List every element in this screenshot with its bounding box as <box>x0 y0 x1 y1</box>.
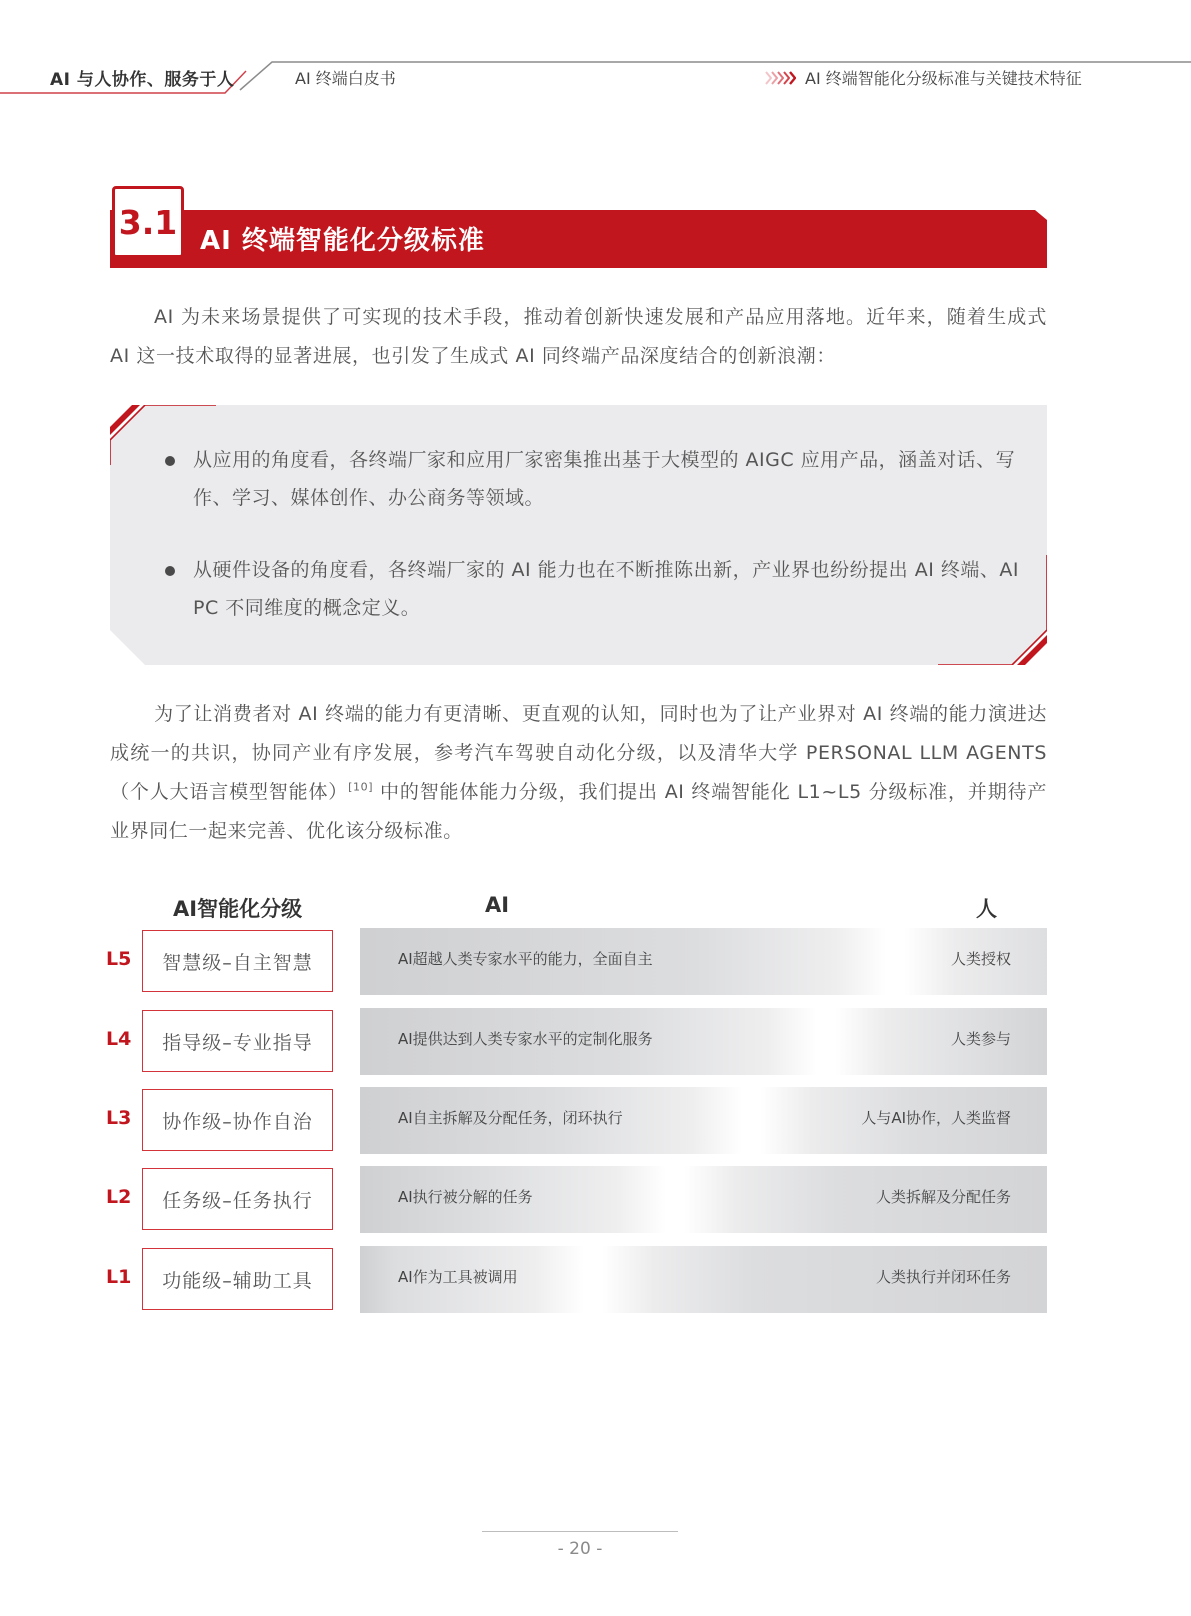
ai-human-share-bar <box>360 1166 1047 1233</box>
level-row-l5 <box>100 928 1060 996</box>
bullet-dot-icon <box>165 456 175 466</box>
section-number: 3.1 <box>118 202 178 242</box>
bullet-text: 从硬件设备的角度看，各终端厂家的 AI 能力也在不断推陈出新，产业界也纷纷提出 AI 终端、AI PC 不同维度的概念定义。 <box>193 559 1019 619</box>
bullet-text: 从应用的角度看，各终端厂家和应用厂家密集推出基于大模型的 AIGC 应用产品，涵盖对话、写作、学习、媒体创作、办公商务等领域。 <box>193 449 1016 509</box>
level-row-l2 <box>100 1166 1060 1234</box>
header-rule-lines <box>0 0 1191 110</box>
citation-ref[interactable]: [10] <box>348 780 374 794</box>
level-code: L2 <box>106 1186 132 1208</box>
footer-rule <box>482 1531 678 1532</box>
bullet-item <box>165 441 1025 517</box>
page-header <box>0 0 1191 110</box>
header-doc-title: AI 终端白皮书 <box>295 69 396 88</box>
level-code: L1 <box>106 1266 132 1288</box>
header-chapter-title: AI 终端智能化分级标准与关键技术特征 <box>805 69 1082 88</box>
callout-bullet-list <box>165 441 1025 661</box>
chevrons-icon <box>765 71 795 85</box>
section-number-box <box>112 186 184 258</box>
ai-role-text: AI提供达到人类专家水平的定制化服务 <box>398 1030 653 1048</box>
ai-human-share-bar <box>360 1087 1047 1154</box>
intro-text: AI 为未来场景提供了可实现的技术手段，推动着创新快速发展和产品应用落地。近年来，随着生成式 AI 这一技术取得的显著进展，也引发了生成式 AI 同终端产品深度结合的创新浪潮： <box>110 306 1047 367</box>
ai-role-text: AI作为工具被调用 <box>398 1268 518 1286</box>
body-text-part2: 中的智能体能力分级，我们提出 AI 终端智能化 L1~L5 分级标准，并期待产业界同仁一起来完善、优化该分级标准。 <box>110 781 1047 842</box>
level-code: L3 <box>106 1107 132 1129</box>
level-name-box: 功能级–辅助工具 <box>142 1248 333 1310</box>
level-name-box: 协作级–协作自治 <box>142 1089 333 1151</box>
section-heading <box>110 186 1047 270</box>
intro-paragraph <box>110 298 1047 376</box>
section-title: AI 终端智能化分级标准 <box>200 226 485 256</box>
level-name-box: 指导级–专业指导 <box>142 1010 333 1072</box>
body-paragraph <box>110 695 1047 851</box>
ai-human-share-bar <box>360 1246 1047 1313</box>
ai-human-share-bar <box>360 1008 1047 1075</box>
ai-role-text: AI自主拆解及分配任务，闭环执行 <box>398 1109 623 1127</box>
level-name-box: 智慧级–自主智慧 <box>142 930 333 992</box>
ai-role-text: AI超越人类专家水平的能力，全面自主 <box>398 950 653 968</box>
human-role-text: 人与AI协作，人类监督 <box>861 1109 1011 1127</box>
ai-role-text: AI执行被分解的任务 <box>398 1188 533 1206</box>
human-column-header: 人 <box>976 897 997 921</box>
body-text-part1: 为了让消费者对 AI 终端的能力有更清晰、更直观的认知，同时也为了让产业界对 AI 终端的能力演进达成统一的共识，协同产业有序发展，参考汽车驾驶自动化分级，以及清华大学 PERSONAL LLM AGENTS（个人大语言模型智能体） <box>110 703 1047 803</box>
header-chapter <box>765 66 1082 89</box>
level-row-l1 <box>100 1246 1060 1314</box>
bullet-dot-icon <box>165 566 175 576</box>
ai-human-share-bar <box>360 928 1047 995</box>
level-code: L4 <box>106 1028 132 1050</box>
human-role-text: 人类执行并闭环任务 <box>875 1268 1011 1286</box>
page-number: - 20 - <box>557 1539 603 1559</box>
levels-column-header: AI智能化分级 <box>173 897 303 921</box>
level-row-l4 <box>100 1008 1060 1076</box>
human-role-text: 人类参与 <box>950 1030 1011 1048</box>
level-code: L5 <box>106 948 132 970</box>
level-name-box: 任务级–任务执行 <box>142 1168 333 1230</box>
human-role-text: 人类拆解及分配任务 <box>875 1188 1011 1206</box>
header-slogan: AI 与人协作、服务于人 <box>50 70 235 90</box>
level-row-l3 <box>100 1087 1060 1155</box>
ai-column-header: AI <box>485 893 510 917</box>
callout-box <box>110 405 1047 665</box>
bullet-item <box>165 551 1025 627</box>
ai-level-diagram <box>100 885 1060 1325</box>
human-role-text: 人类授权 <box>950 950 1011 968</box>
